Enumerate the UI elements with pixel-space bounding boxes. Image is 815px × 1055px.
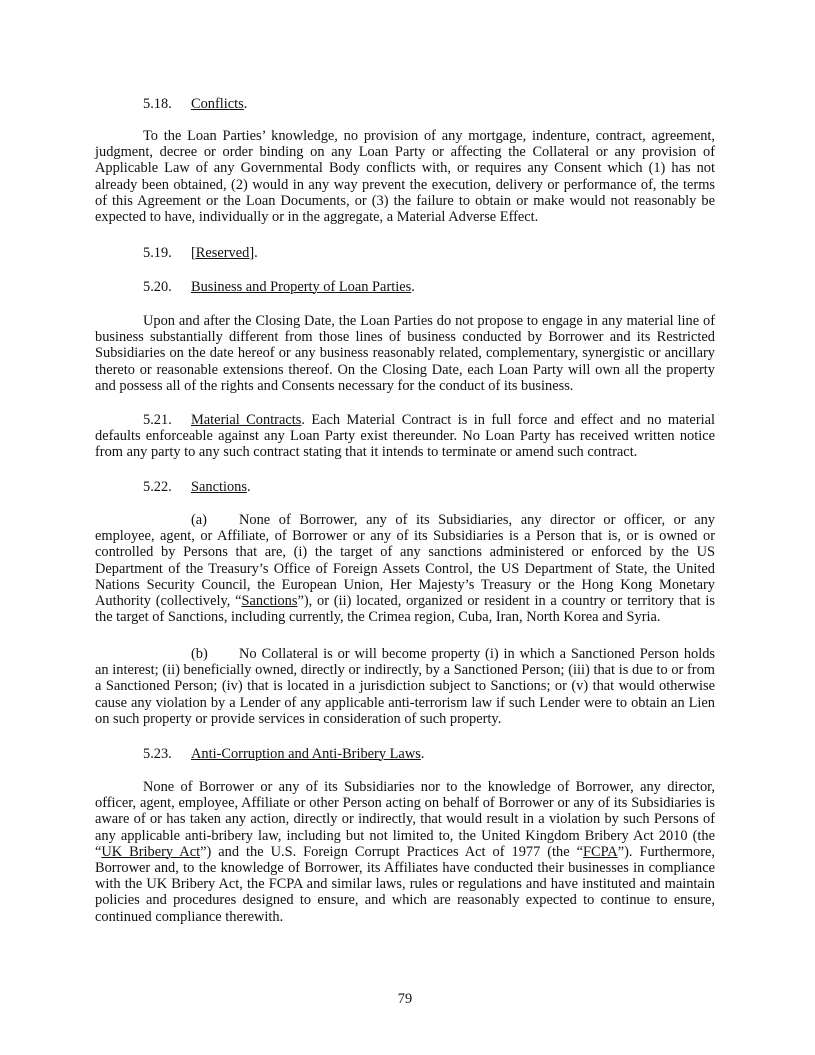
section-title: Anti-Corruption and Anti-Bribery Laws [191, 746, 421, 762]
defined-term: FCPA [583, 843, 618, 860]
section-5-23-heading: 5.23. Anti-Corruption and Anti-Bribery Laws. [143, 746, 425, 762]
section-5-21-paragraph: 5.21. Material Contracts. Each Material Contract is in full force and effect and no material defaults enforceable against any Loan Party exist thereunder. No Loan Party has received written notice from any party to any such contract stating that it intends to terminate or amend such contract. [95, 412, 715, 461]
section-number: 5.19. [143, 245, 172, 261]
section-5-23-body: None of Borrower or any of its Subsidiaries nor to the knowledge of Borrower, any director, officer, agent, employee, Affiliate or other Person acting on behalf of Borrower or any of its Subsidiaries is aware of or has taken any action, directly or indirectly, that would result in a violation by such Persons of any applicable anti-bribery law, including but not limited to, the United Kingdom Bribery Act 2010 (the “UK Bribery Act”) and the U.S. Foreign Corrupt Practices Act of 1977 (the “FCPA”). Furthermore, Borrower and, to the knowledge of Borrower, its Affiliates have conducted their businesses in compliance with the UK Bribery Act, the FCPA and similar laws, rules or regulations and have instituted and maintain policies and procedures designed to ensure, and which are reasonably expected to continue to ensure, continued compliance therewith. [95, 779, 715, 925]
section-5-19-heading: 5.19. [Reserved]. [143, 245, 258, 261]
section-title: Material Contracts [191, 412, 302, 428]
section-5-21-body: Each Material Contract is in full force and effect and no material defaults enforceable against any Loan Party exist thereunder. No Loan Party has received written notice from any party to any such contract stating that it intends to terminate or amend such contract. [95, 412, 715, 461]
section-5-22-a: (a) None of Borrower, any of its Subsidiaries, any director or officer, or any employee, agent, or Affiliate, of Borrower or any of its Subsidiaries is a Person that is, or is owned or controlled by Persons that are, (i) the target of any sanctions administered or enforced by the US Department of the Treasury’s Office of Foreign Assets Control, the US Department of State, the United Nations Security Council, the European Union, Her Majesty’s Treasury or the Hong Kong Monetary Authority (collectively, “Sanctions”), or (ii) located, organized or resident in a country or territory that is the target of Sanctions, including currently, the Crimea region, Cuba, Iran, North Korea and Syria. [95, 512, 715, 626]
section-5-20-heading: 5.20. Business and Property of Loan Parties. [143, 279, 415, 295]
section-title: Sanctions [191, 479, 247, 495]
defined-term: UK Bribery Act [101, 843, 201, 860]
section-title: [Reserved] [191, 245, 255, 261]
section-5-18-heading: 5.18. Conflicts. [143, 96, 248, 112]
section-5-20-body: Upon and after the Closing Date, the Loan Parties do not propose to engage in any material line of business substantially different from those lines of business conducted by Borrower and its Restricted Subsidiaries on the date hereof or any business reasonably related, complementary, synergistic or ancillary thereto or reasonable extensions thereof. On the Closing Date, each Loan Party will own all the property and possess all of the rights and Consents necessary for the conduct of its business. [95, 313, 715, 394]
page-number: 79 [397, 991, 413, 1007]
section-5-18-body: To the Loan Parties’ knowledge, no provision of any mortgage, indenture, contract, agreement, judgment, decree or order binding on any Loan Party or affecting the Collateral or any provision of Applicable Law of any Governmental Body conflicts with, or requires any Consent which (1) has not already been obtained, (2) would in any way prevent the execution, delivery or performance of, the terms of this Agreement or the Loan Documents, or (3) the failure to obtain or make would not reasonably be expected to have, individually or in the aggregate, a Material Adverse Effect. [95, 128, 715, 226]
section-number: 5.22. [143, 479, 172, 495]
section-5-22-b: (b) No Collateral is or will become property (i) in which a Sanctioned Person holds an interest; (ii) beneficially owned, directly or indirectly, by a Sanctioned Person; (iii) that is due to or from a Sanctioned Person; (iv) that is located in a jurisdiction subject to Sanctions; or (v) that would otherwise cause any violation by a Lender of any applicable anti-terrorism law if such Lender were to obtain an Lien on such property or provide services in consideration of such property. [95, 646, 715, 727]
defined-term: Sanctions [241, 593, 298, 610]
section-5-22-heading: 5.22. Sanctions. [143, 479, 251, 495]
section-number: 5.20. [143, 279, 172, 295]
subsection-label: (b) [191, 646, 208, 662]
section-title: Conflicts [191, 96, 244, 112]
section-number: 5.21. [143, 412, 172, 428]
subsection-label: (a) [191, 512, 207, 528]
section-number: 5.18. [143, 96, 172, 112]
section-title: Business and Property of Loan Parties [191, 279, 412, 295]
section-number: 5.23. [143, 746, 172, 762]
